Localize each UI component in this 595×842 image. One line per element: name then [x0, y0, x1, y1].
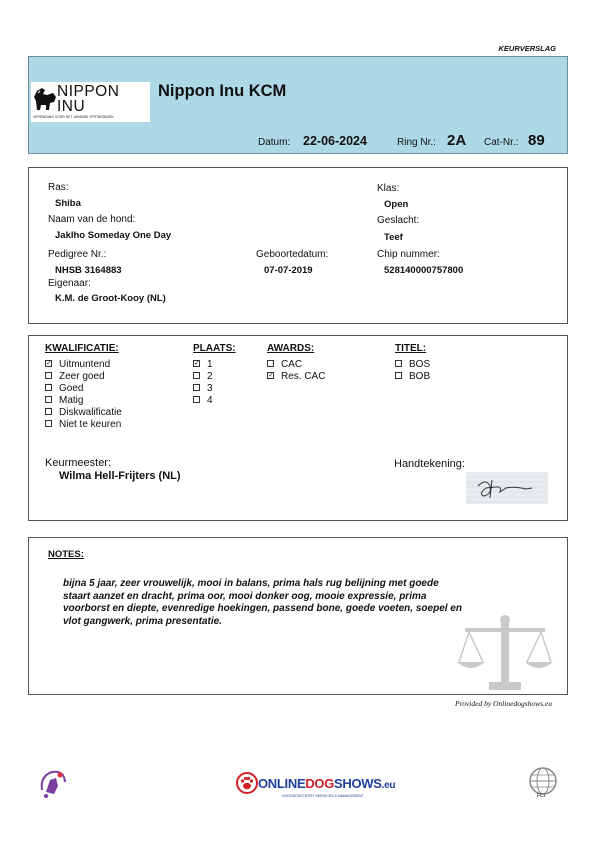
klas-value: Open	[384, 199, 409, 210]
ras-label: Ras:	[48, 182, 69, 193]
option-label: 3	[207, 383, 213, 394]
paw-icon	[236, 772, 258, 794]
onlinedogshows-logo	[236, 772, 396, 806]
handtekening-label: Handtekening:	[394, 458, 465, 470]
kwalificatie-option[interactable]	[45, 371, 122, 383]
plaats-option[interactable]	[193, 371, 213, 383]
chip-label: Chip nummer:	[377, 249, 440, 260]
datum-label: Datum:	[258, 137, 291, 148]
keurmeester-value: Wilma Hell-Frijters (NL)	[59, 470, 181, 482]
show-name: Nippon Inu KCM	[158, 82, 287, 100]
checkbox-checked[interactable]	[193, 360, 200, 367]
pedigree-label: Pedigree Nr.:	[48, 249, 107, 260]
globe-icon	[528, 766, 558, 796]
checkbox[interactable]	[193, 396, 200, 403]
geboortedatum-value: 07-07-2019	[264, 265, 313, 276]
awards-option[interactable]	[267, 359, 325, 371]
eigenaar-value: K.M. de Groot-Kooy (NL)	[55, 293, 166, 304]
titel-option[interactable]	[395, 371, 430, 383]
checkbox[interactable]	[267, 360, 274, 367]
plaats-option[interactable]	[193, 359, 213, 371]
geslacht-label: Geslacht:	[377, 215, 420, 226]
option-label: 2	[207, 371, 213, 382]
klas-label: Klas:	[377, 183, 400, 194]
titel-options	[395, 359, 430, 383]
logo-subtitle: VERENIGING VOOR HET JAPANSE SPITSHONDEN	[33, 115, 114, 119]
checkbox[interactable]	[395, 372, 402, 379]
checkbox[interactable]	[45, 408, 52, 415]
checkbox[interactable]	[395, 360, 402, 367]
checkbox[interactable]	[45, 396, 52, 403]
checkbox[interactable]	[45, 420, 52, 427]
awards-options	[267, 359, 325, 383]
notes-line: vlot gangwerk, prima presentatie.	[63, 615, 222, 627]
cat-value: 89	[528, 132, 545, 149]
brand-shows: SHOWS	[334, 776, 382, 791]
awards-option[interactable]	[267, 371, 325, 383]
option-label: Goed	[59, 383, 84, 394]
scales-of-justice-icon	[455, 612, 555, 694]
option-label: BOS	[409, 359, 431, 370]
kwalificatie-option[interactable]	[45, 419, 122, 431]
option-label: 1	[207, 359, 213, 370]
brand-tld: .eu	[381, 780, 396, 791]
notes-line: bijna 5 jaar, zeer vrouwelijk, mooi in balans, prima hals rug belijning met goede	[63, 578, 439, 589]
datum-value: 22-06-2024	[303, 134, 367, 148]
ras-value: Shiba	[55, 198, 81, 209]
fci-logo	[528, 766, 558, 800]
brand-wordmark	[258, 776, 395, 791]
option-label: Niet te keuren	[59, 419, 122, 430]
eigenaar-label: Eigenaar:	[48, 278, 91, 289]
option-label: Diskwalificatie	[59, 407, 122, 418]
ring-label: Ring Nr.:	[397, 137, 436, 148]
notes-title: NOTES:	[48, 549, 84, 560]
notes-line: staart aanzet en dracht, prima oor, mooi donker oog, mooie expressie, prima	[63, 590, 427, 602]
document-type: KEURVERSLAG	[498, 44, 556, 53]
club-logo	[31, 82, 150, 122]
cat-label: Cat-Nr.:	[484, 137, 519, 148]
option-label: Uitmuntend	[59, 359, 111, 370]
chip-value: 528140000757800	[384, 265, 464, 276]
kwalificatie-option[interactable]	[45, 359, 122, 371]
brand-tagline: DOGSHOW ENTRY SERVICES & MANAGEMENT	[282, 794, 364, 798]
plaats-options	[193, 359, 213, 407]
checkbox[interactable]	[193, 384, 200, 391]
brand-dog: DOG	[305, 776, 335, 791]
geboortedatum-label: Geboortedatum:	[256, 249, 329, 260]
awards-title: AWARDS:	[267, 343, 315, 354]
option-label: CAC	[281, 359, 303, 370]
kwalificatie-title: KWALIFICATIE:	[45, 343, 119, 354]
checkbox[interactable]	[193, 372, 200, 379]
brand-online: ONLINE	[258, 776, 306, 791]
checkbox[interactable]	[45, 372, 52, 379]
geslacht-value: Teef	[384, 232, 403, 243]
pedigree-value: NHSB 3164883	[55, 265, 122, 276]
notes-line: voorborst en diepte, evenredige hoekingen, passend bone, goede voeten, soepel en	[63, 603, 462, 614]
signature-image	[466, 472, 548, 504]
logo-line2: INU	[57, 98, 86, 115]
option-label: 4	[207, 395, 213, 406]
naam-value: Jaklho Someday One Day	[55, 230, 172, 241]
option-label: Res. CAC	[281, 371, 326, 382]
checkbox-checked[interactable]	[267, 372, 274, 379]
dog-emblem-icon	[33, 85, 57, 111]
plaats-option[interactable]	[193, 383, 213, 395]
option-label: Zeer goed	[59, 371, 105, 382]
titel-option[interactable]	[395, 359, 430, 371]
titel-title: TITEL:	[395, 343, 427, 354]
option-label: Matig	[59, 395, 84, 406]
provided-by: Provided by Onlinedogshows.eu	[455, 699, 552, 708]
keurmeester-label: Keurmeester:	[45, 457, 112, 469]
logo-line1: NIPPON	[57, 83, 120, 100]
fci-text: FCI	[537, 793, 546, 799]
option-label: BOB	[409, 371, 431, 382]
kwalificatie-option[interactable]	[45, 407, 122, 419]
kwalificatie-option[interactable]	[45, 395, 122, 407]
naam-label: Naam van de hond:	[48, 214, 136, 225]
ring-value: 2A	[447, 132, 467, 149]
checkbox-checked[interactable]	[45, 360, 52, 367]
plaats-option[interactable]	[193, 395, 213, 407]
kwalificatie-options	[45, 359, 122, 431]
checkbox[interactable]	[45, 384, 52, 391]
kwalificatie-option[interactable]	[45, 383, 122, 395]
plaats-title: PLAATS:	[193, 343, 236, 354]
dog-paw-logo-icon	[38, 766, 68, 800]
